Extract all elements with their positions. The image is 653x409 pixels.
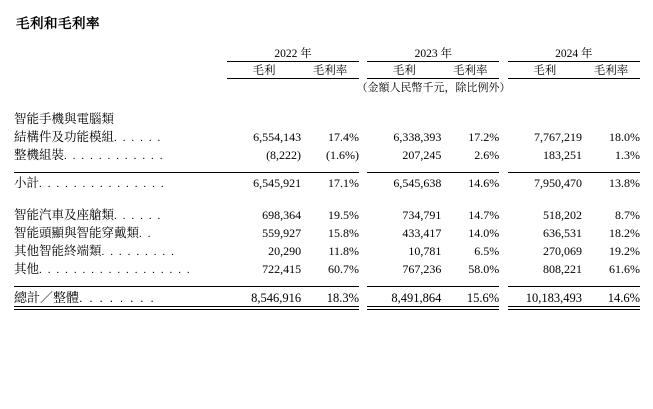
gross-profit-table bbox=[14, 45, 640, 310]
cell-gp-2022: 8,546,916 bbox=[251, 291, 302, 305]
cell-gp-2024: 10,183,493 bbox=[525, 291, 583, 305]
sub-header-row bbox=[14, 62, 640, 79]
leader-dots: . . . . . . bbox=[114, 210, 162, 222]
row-label-text: 小計 bbox=[14, 176, 40, 190]
cell-gp-2022: 6,554,143 bbox=[253, 130, 302, 144]
row-gap-1 bbox=[359, 259, 367, 277]
cell-gp-2023: 433,417 bbox=[402, 226, 442, 240]
cell-gp-2023: 6,545,638 bbox=[393, 176, 442, 190]
row-gap-1 bbox=[359, 287, 367, 307]
subheader-gpm-2023: 毛利率 bbox=[441, 62, 499, 79]
leader-dots: . . . . . . . . . . . . . . . . . . bbox=[39, 264, 192, 276]
row-gap-2 bbox=[499, 127, 507, 145]
cell-gpm-2024: 18.0% bbox=[609, 130, 640, 144]
cell-gpm-2022: (1.6%) bbox=[326, 148, 359, 162]
spacer-after-header bbox=[14, 95, 640, 109]
subheader-gap-2 bbox=[499, 62, 507, 79]
unit-note-empty bbox=[14, 79, 227, 96]
cell-gp-2022: (8,222) bbox=[266, 148, 302, 162]
cell-gpm-2022: 18.3% bbox=[326, 291, 359, 305]
table-row bbox=[14, 127, 640, 145]
cell-gp-2023: 6,338,393 bbox=[393, 130, 442, 144]
cell-gp-2022: 722,415 bbox=[262, 262, 302, 276]
row-label-text: 其他智能終端類 bbox=[14, 244, 102, 258]
row-label-assembly bbox=[14, 145, 227, 163]
cell-gpm-2023: 14.7% bbox=[468, 208, 500, 222]
cell-gpm-2023: 2.6% bbox=[474, 148, 500, 162]
group-blank-cells bbox=[227, 109, 640, 127]
row-label-auto-cockpit bbox=[14, 205, 227, 223]
group-row-smartphone bbox=[14, 109, 640, 127]
table-row bbox=[14, 205, 640, 223]
row-gap-1 bbox=[359, 145, 367, 163]
group-label-smartphone: 智能手機與電腦類 bbox=[14, 112, 115, 126]
subheader-gpm-2024: 毛利率 bbox=[582, 62, 640, 79]
cell-gp-2024: 7,767,219 bbox=[534, 130, 583, 144]
cell-gp-2022: 20,290 bbox=[268, 244, 302, 258]
row-gap-2 bbox=[499, 287, 507, 307]
year-header-2024: 2024 年 bbox=[508, 45, 640, 62]
cell-gpm-2024: 61.6% bbox=[609, 262, 640, 276]
cell-gp-2024: 7,950,470 bbox=[534, 176, 583, 190]
table-row bbox=[14, 223, 640, 241]
cell-gpm-2023: 14.0% bbox=[468, 226, 500, 240]
row-label-other-smart-terminals bbox=[14, 241, 227, 259]
cell-gpm-2022: 60.7% bbox=[328, 262, 359, 276]
cell-gp-2024: 270,069 bbox=[543, 244, 583, 258]
spacer-before-total-rule bbox=[14, 277, 640, 287]
cell-gpm-2023: 15.6% bbox=[466, 291, 500, 305]
leader-dots: . . . . . . . . . . . . . . . bbox=[39, 178, 166, 190]
subtotal-row bbox=[14, 173, 640, 191]
header-gap-2 bbox=[499, 45, 507, 62]
row-label-subtotal bbox=[14, 173, 227, 191]
total-row bbox=[14, 287, 640, 307]
row-gap-1 bbox=[359, 205, 367, 223]
row-gap-1 bbox=[359, 173, 367, 191]
subheader-gpm-2022: 毛利率 bbox=[301, 62, 359, 79]
cell-gpm-2022: 19.5% bbox=[328, 208, 359, 222]
row-gap-1 bbox=[359, 241, 367, 259]
subheader-gap-1 bbox=[359, 62, 367, 79]
row-gap-2 bbox=[499, 241, 507, 259]
row-gap-1 bbox=[359, 127, 367, 145]
cell-gpm-2022: 11.8% bbox=[328, 244, 359, 258]
cell-gpm-2024: 8.7% bbox=[615, 208, 640, 222]
row-gap-1 bbox=[359, 223, 367, 241]
cell-gpm-2024: 18.2% bbox=[609, 226, 640, 240]
cell-gpm-2022: 17.4% bbox=[328, 130, 359, 144]
leader-dots: . . . . . . . . bbox=[79, 292, 156, 305]
cell-gp-2024: 183,251 bbox=[543, 148, 583, 162]
cell-gpm-2023: 6.5% bbox=[474, 244, 500, 258]
row-label-head-wearable bbox=[14, 223, 227, 241]
cell-gp-2022: 698,364 bbox=[262, 208, 302, 222]
row-gap-2 bbox=[499, 145, 507, 163]
row-label-text: 整機組裝 bbox=[14, 148, 65, 162]
year-header-2023: 2023 年 bbox=[367, 45, 499, 62]
cell-gp-2024: 636,531 bbox=[543, 226, 583, 240]
cell-gpm-2024: 1.3% bbox=[615, 148, 640, 162]
spacer-before-subtotal-rule bbox=[14, 163, 640, 173]
cell-gp-2023: 734,791 bbox=[402, 208, 442, 222]
cell-gp-2023: 767,236 bbox=[402, 262, 442, 276]
empty-corner bbox=[14, 45, 227, 62]
cell-gpm-2024: 19.2% bbox=[609, 244, 640, 258]
cell-gpm-2023: 14.6% bbox=[468, 176, 500, 190]
year-header-row bbox=[14, 45, 640, 62]
cell-gpm-2022: 15.8% bbox=[328, 226, 359, 240]
row-label-structural-parts bbox=[14, 127, 227, 145]
cell-gpm-2024: 13.8% bbox=[609, 176, 640, 190]
row-label-text: 智能汽車及座艙類 bbox=[14, 208, 115, 222]
row-gap-2 bbox=[499, 223, 507, 241]
cell-gp-2023: 207,245 bbox=[402, 148, 442, 162]
spacer-after-subtotal bbox=[14, 191, 640, 205]
cell-gpm-2022: 17.1% bbox=[328, 176, 359, 190]
row-label-total bbox=[14, 287, 227, 307]
row-label-others bbox=[14, 259, 227, 277]
empty-corner-2 bbox=[14, 62, 227, 79]
cell-gp-2023: 10,781 bbox=[408, 244, 442, 258]
subheader-gp-2023: 毛利 bbox=[367, 62, 441, 79]
cell-gp-2022: 6,545,921 bbox=[253, 176, 302, 190]
row-label-text: 結構件及功能模組 bbox=[14, 130, 115, 144]
cell-gp-2023: 8,491,864 bbox=[391, 291, 442, 305]
unit-note: （金額人民幣千元，除比例外） bbox=[356, 82, 511, 94]
leader-dots: . . . . . . . . . . . . bbox=[64, 150, 165, 162]
cell-gp-2022: 559,927 bbox=[262, 226, 302, 240]
row-label-text: 智能頭顯與智能穿戴類 bbox=[14, 226, 140, 240]
cell-gp-2024: 518,202 bbox=[543, 208, 583, 222]
row-gap-2 bbox=[499, 205, 507, 223]
cell-gpm-2023: 58.0% bbox=[468, 262, 500, 276]
row-label-text: 總計／整體 bbox=[14, 291, 80, 306]
unit-note-row bbox=[14, 79, 640, 96]
year-header-2022: 2022 年 bbox=[227, 45, 359, 62]
table-row bbox=[14, 145, 640, 163]
total-rule-bottom-2 bbox=[14, 310, 640, 311]
cell-gpm-2023: 17.2% bbox=[468, 130, 500, 144]
table-row bbox=[14, 241, 640, 259]
leader-dots: . . . . . . bbox=[114, 132, 162, 144]
table-row bbox=[14, 259, 640, 277]
leader-dots: . . bbox=[139, 228, 153, 240]
subheader-gp-2022: 毛利 bbox=[227, 62, 301, 79]
row-label-text: 其他 bbox=[14, 262, 40, 276]
subheader-gp-2024: 毛利 bbox=[508, 62, 583, 79]
header-gap-1 bbox=[359, 45, 367, 62]
leader-dots: . . . . . . . . . bbox=[101, 246, 176, 258]
row-gap-2 bbox=[499, 259, 507, 277]
page-title: 毛利和毛利率 bbox=[16, 16, 100, 32]
row-gap-2 bbox=[499, 173, 507, 191]
cell-gpm-2024: 14.6% bbox=[607, 291, 640, 305]
cell-gp-2024: 808,221 bbox=[543, 262, 583, 276]
